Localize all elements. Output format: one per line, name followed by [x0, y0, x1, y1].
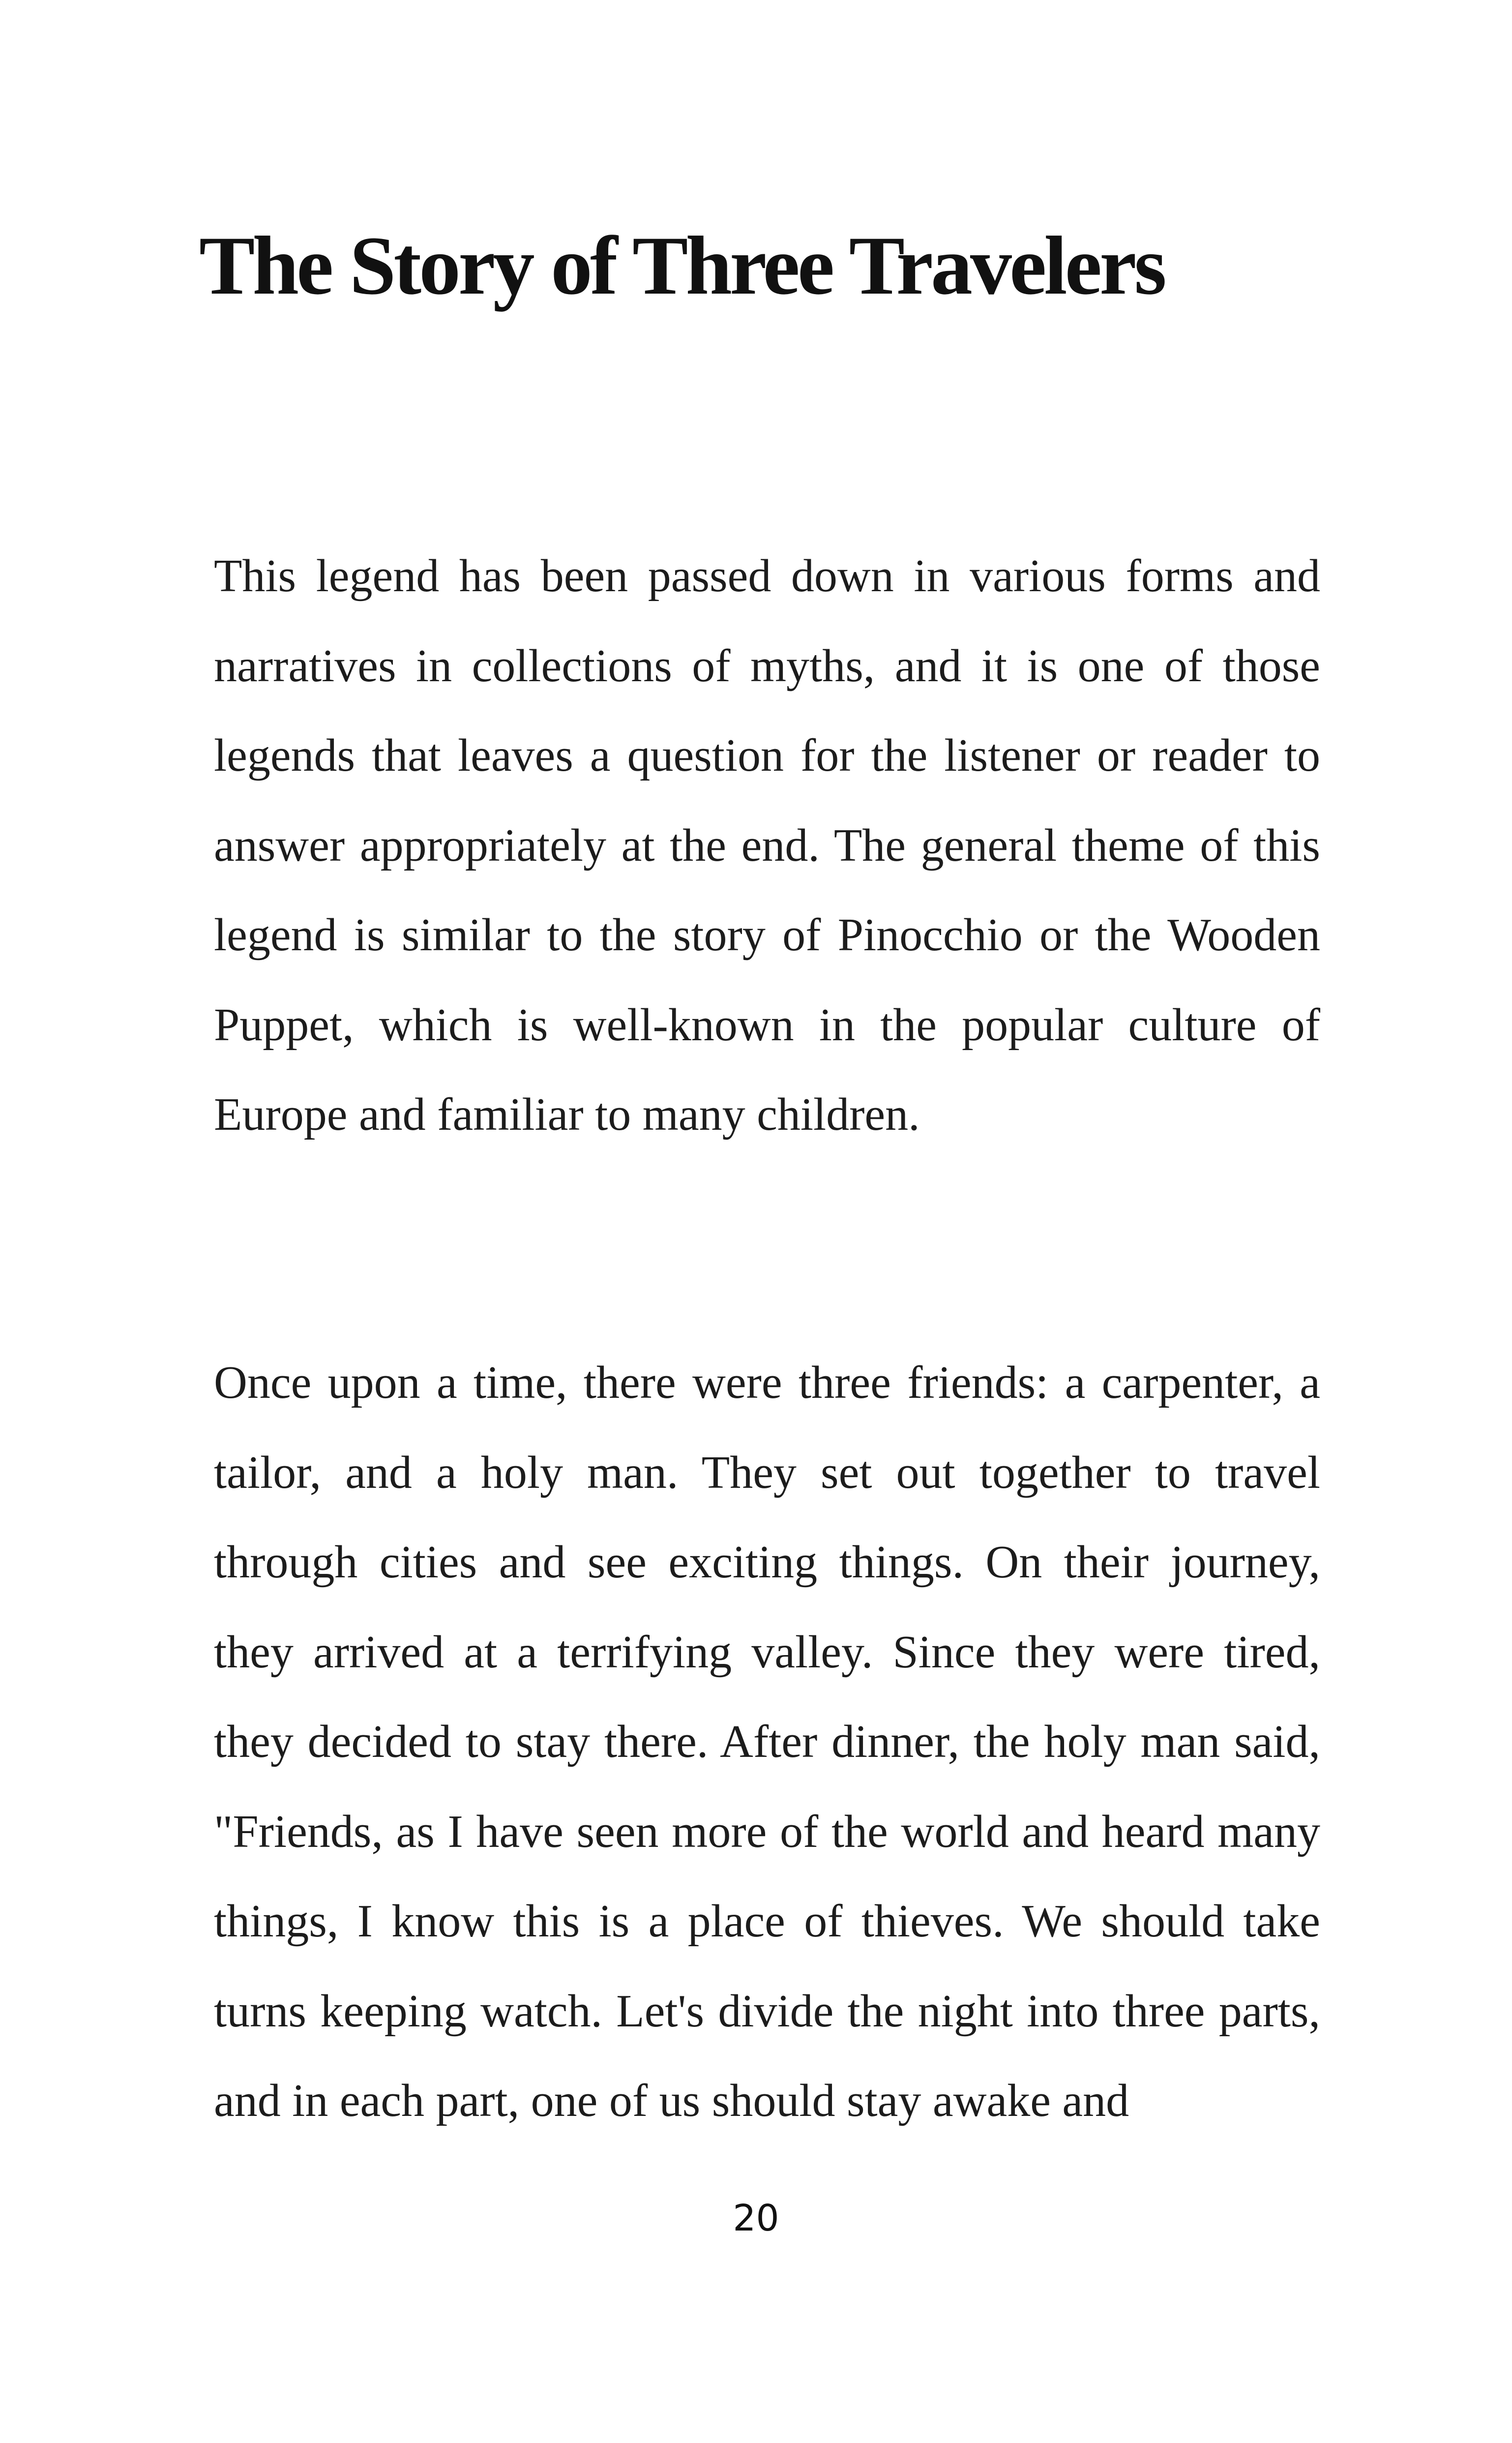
paragraph-story: Once upon a time, there were three friends: a carpenter, a tailor, and a holy man. They set out together to travel through cities and see exciting things. On their journey, they arrived at a terrifying valley. Since they were tired, they decided to stay there. After dinner, the holy man said, "Friends, as I have seen more of the world and heard many things, I know this is a place of thieves. We should take turns keeping watch. Let's divide the night into three parts, and in each part, one of us should stay awake and: [214, 1357, 1320, 2126]
page-number: 20: [733, 2197, 779, 2239]
page-title: The Story of Three Travelers: [199, 219, 1164, 312]
paragraph-intro: This legend has been passed down in various forms and narratives in collections of myths, and it is one of those legends that leaves a question for the listener or reader to answer appropriately at the end. The general theme of this legend is similar to the story of Pinocchio or the Wooden Puppet, which is well-known in the popular culture of Europe and familiar to many children.: [214, 550, 1320, 1140]
